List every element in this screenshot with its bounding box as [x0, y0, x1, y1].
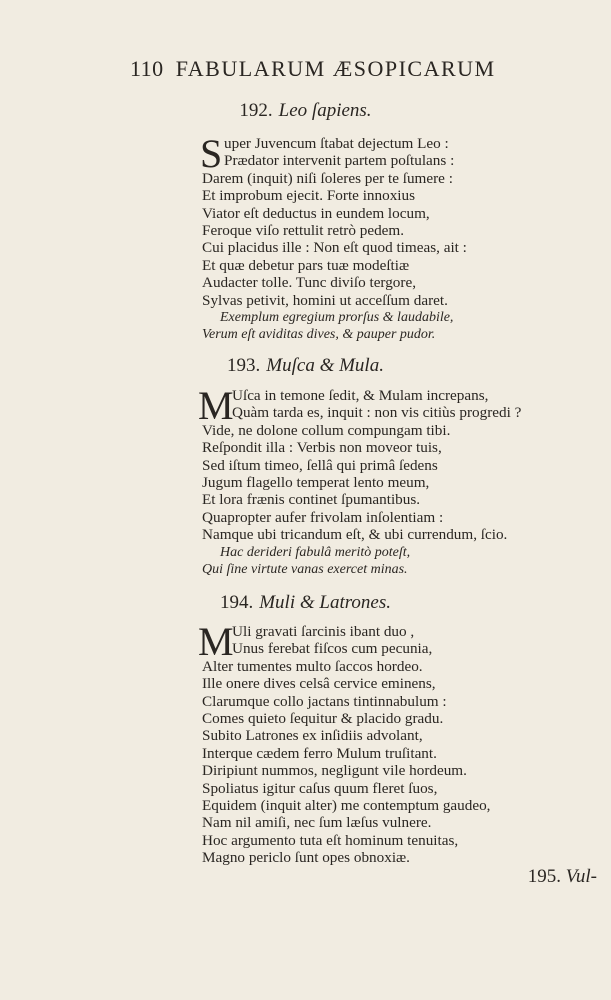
verse-line: Ille onere dives celsâ cervice eminens, [202, 675, 436, 693]
fable-title-192 [0, 100, 611, 122]
fable-title-text: Muli & Latrones. [259, 592, 392, 613]
verse-line: Et quæ debetur pars tuæ modeſtiæ [202, 256, 410, 274]
verse-line: Darem (inquit) niſi ſoleres per te ſumere : [202, 169, 453, 187]
verse-line: Vide, ne dolone collum compungam tibi. [202, 421, 451, 439]
verse-line: Et lora frænis continet ſpumantibus. [202, 491, 421, 509]
fable-text-193 [202, 387, 595, 578]
fable-number: 193. [227, 355, 261, 376]
moral-line: Verum eſt aviditas dives, & pauper pudor. [202, 327, 436, 343]
verse-line: Subito Latrones ex inſidiis advolant, [202, 727, 423, 745]
fable-title-text: Muſca & Mula. [266, 355, 384, 376]
fable-title-text: Leo ſapiens. [278, 100, 372, 121]
fable-text-192 [200, 131, 595, 344]
moral-line: Exemplum egregium prorſus & laudabile, [220, 310, 454, 326]
verse-line: Jugum flagello temperat lento meum, [202, 474, 430, 492]
verse-line: Prædator intervenit partem poſtulans : [224, 152, 455, 170]
drop-cap-initial: M [198, 383, 234, 428]
drop-cap-initial: M [198, 619, 234, 664]
page-number: 110 [130, 56, 164, 81]
fable-title-193 [0, 355, 611, 377]
verse-line: Viator eſt deductus in eundem locum, [202, 204, 430, 222]
running-head [130, 56, 496, 82]
verse-line: Alter tumentes multo ſaccos hordeo. [202, 657, 423, 675]
verse-line: Cui placidus ille : Non eſt quod timeas, ait : [202, 239, 467, 257]
verse-line: Quapropter aufer frivolam inſolentiam : [202, 508, 444, 526]
fable-number: 192. [239, 100, 273, 121]
moral-line: Hac derideri fabulâ meritò poteſt, [220, 544, 411, 560]
catchword-number: 195. [527, 866, 561, 887]
verse-line: Magno periclo ſunt opes obnoxiæ. [202, 849, 410, 867]
verse-line: Quàm tarda es, inquit : non vis citiùs progredi ? [232, 404, 522, 422]
verse-line: Audacter tolle. Tunc diviſo tergore, [202, 274, 416, 292]
verse-line: Sed iſtum timeo, ſellâ qui primâ ſedens [202, 456, 438, 474]
verse-line: Diripiunt nummos, negligunt vile hordeum. [202, 762, 467, 780]
verse-line: Feroque viſo rettulit retrò pedem. [202, 222, 405, 240]
verse-line: Unus ferebat fiſcos cum pecunia, [232, 640, 433, 658]
running-title: FABULARUM ÆSOPICARUM [175, 56, 496, 81]
verse-line: Reſpondit illa : Verbis non moveor tuis, [202, 439, 442, 457]
verse-line: Interque cædem ferro Mulum truſitant. [202, 744, 437, 762]
catchword-text: Vul- [565, 866, 597, 887]
fable-number: 194. [219, 592, 254, 613]
fable-title-194 [0, 592, 611, 614]
verse-line: Equidem (inquit alter) me contemptum gaudeo, [202, 797, 491, 815]
verse-line: Uli gravati ſarcinis ibant duo , [232, 623, 415, 640]
verse-line: Uſca in temone ſedit, & Mulam increpans, [232, 387, 489, 404]
moral-line: Qui ſine virtute vanas exercet minas. [202, 562, 408, 578]
fable-text-194 [202, 623, 595, 867]
verse-line: Nam nil amiſi, nec ſum læſus vulnere. [202, 814, 432, 832]
drop-cap-initial: S [200, 131, 223, 176]
catchword [528, 866, 597, 888]
verse-line: Et improbum ejecit. Forte innoxius [202, 187, 416, 205]
verse-line: Spoliatus igitur caſus quum fleret ſuos, [202, 779, 438, 797]
verse-line: Namque ubi tricandum eſt, & ubi currendum, ſcio. [202, 526, 508, 544]
verse-line: Sylvas petivit, homini ut acceſſum daret. [202, 291, 448, 309]
verse-line: Hoc argumento tuta eſt hominum tenuitas, [202, 831, 459, 849]
verse-line: uper Juvencum ſtabat dejectum Leo : [224, 135, 449, 152]
verse-line: Clarumque collo jactans tintinnabulum : [202, 692, 447, 710]
verse-line: Comes quieto ſequitur & placido gradu. [202, 710, 444, 728]
